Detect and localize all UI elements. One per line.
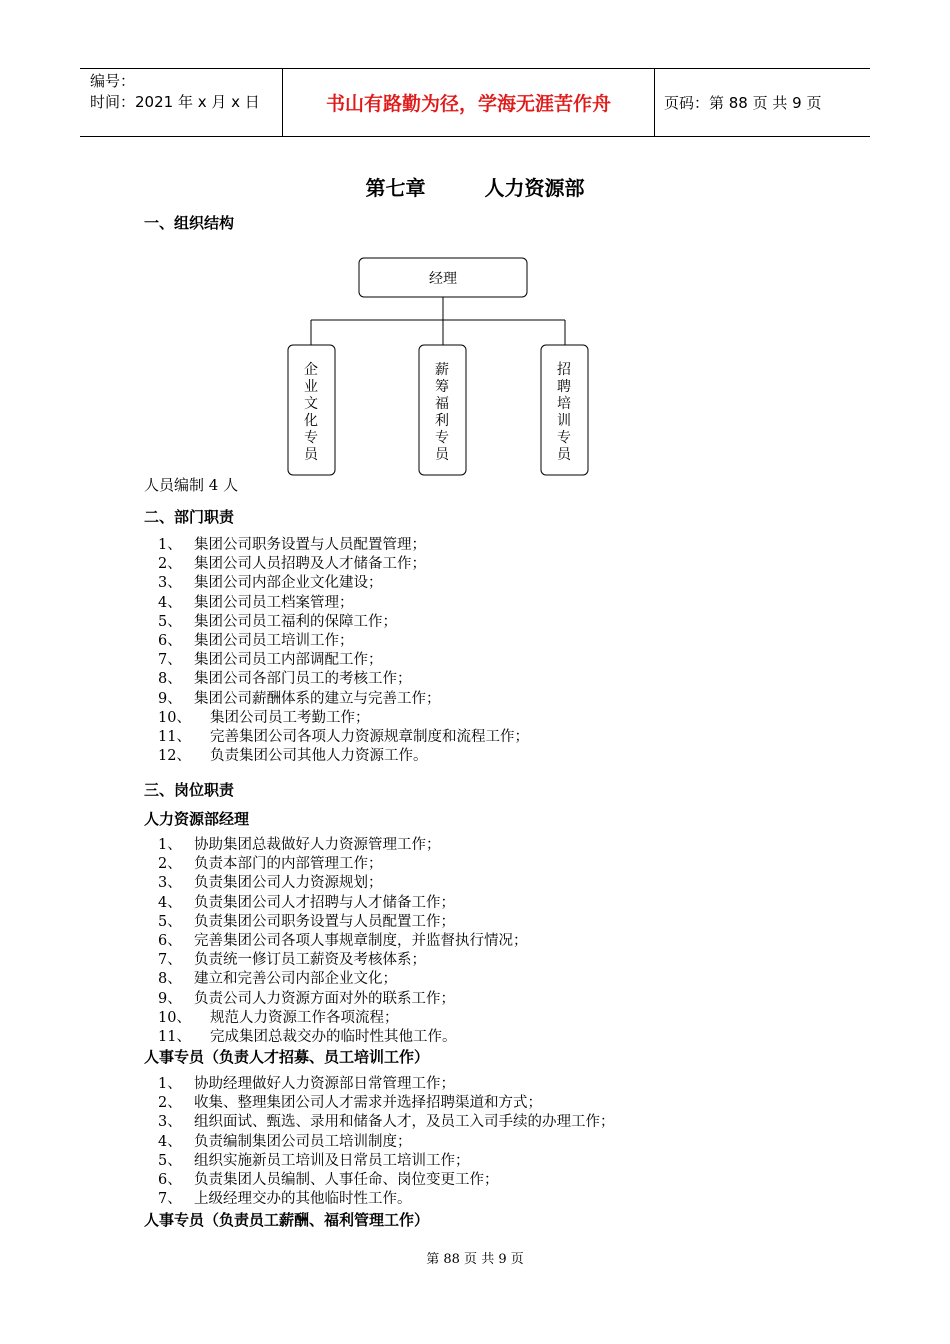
- header-page-info: 页码：第 88 页 共 9 页: [664, 94, 822, 112]
- list-item: 2、 负责本部门的内部管理工作；: [158, 856, 383, 873]
- list-item: 9、 负责公司人力资源方面对外的联系工作；: [158, 990, 455, 1007]
- list-item: 3、 组织面试、甄选、录用和储备人才，及员工入司手续的办理工作；: [158, 1114, 615, 1131]
- list-item: 6、 完善集团公司各项人事规章制度，并监督执行情况；: [158, 932, 528, 949]
- list-item: 4、 负责集团公司人才招聘与人才储备工作；: [158, 894, 455, 911]
- org-char: 专: [304, 430, 318, 446]
- list-item: 8、 集团公司各部门员工的考核工作；: [158, 671, 412, 688]
- org-char: 训: [557, 413, 571, 429]
- org-node-culture-label: [304, 362, 319, 463]
- department-duties-list: [158, 536, 529, 766]
- list-item: 11、 完成集团总裁交办的临时性其他工作。: [158, 1028, 457, 1045]
- list-item: 8、 建立和完善公司内部企业文化；: [158, 971, 397, 988]
- org-char: 招: [557, 362, 571, 378]
- list-item: 2、 集团公司人员招聘及人才储备工作；: [158, 556, 426, 573]
- manager-duties-list: [158, 836, 528, 1047]
- org-char: 薪: [435, 362, 449, 378]
- list-item: 7、 上级经理交办的其他临时性工作。: [158, 1191, 412, 1208]
- subheading-recruiter: 人事专员（负责人才招募、员工培训工作）: [144, 1048, 430, 1066]
- section-heading-roles: 三、岗位职责: [144, 781, 235, 799]
- list-item: 3、 负责集团公司人力资源规划；: [158, 875, 383, 892]
- list-item: 11、 完善集团公司各项人力资源规章制度和流程工作；: [158, 728, 529, 745]
- list-item: 6、 集团公司员工培训工作；: [158, 632, 354, 649]
- list-item: 1、 协助经理做好人力资源部日常管理工作；: [158, 1076, 455, 1092]
- subheading-manager: 人力资源部经理: [144, 810, 250, 828]
- list-item: 5、 集团公司员工福利的保障工作；: [158, 613, 397, 630]
- list-item: 10、 规范人力资源工作各项流程；: [158, 1009, 399, 1026]
- staffing-note: 人员编制 4 人: [144, 476, 239, 494]
- list-item: 2、 收集、整理集团公司人才需求并选择招聘渠道和方式；: [158, 1095, 542, 1112]
- org-char: 利: [435, 413, 449, 429]
- time-label: 时间：2021 年 x 月 x 日: [90, 93, 260, 111]
- subheading-payroll: 人事专员（负责员工薪酬、福利管理工作）: [144, 1211, 430, 1229]
- list-item: 4、 负责编制集团公司员工培训制度；: [158, 1133, 412, 1150]
- list-item: 5、 负责集团公司职务设置与人员配置工作；: [158, 913, 455, 930]
- org-char: 业: [304, 379, 318, 395]
- org-char: 专: [435, 430, 449, 446]
- org-node-manager-label: 经理: [429, 271, 457, 287]
- list-item: 9、 集团公司薪酬体系的建立与完善工作；: [158, 690, 441, 707]
- org-char: 文: [304, 396, 318, 412]
- list-item: 3、 集团公司内部企业文化建设；: [158, 575, 383, 592]
- number-label: 编号：: [90, 72, 136, 90]
- org-char: 培: [557, 396, 571, 412]
- list-item: 1、 协助集团总裁做好人力资源管理工作；: [158, 837, 441, 853]
- org-char: 专: [557, 430, 571, 446]
- org-char: 企: [304, 362, 318, 378]
- org-char: 员: [435, 447, 449, 463]
- org-char: 福: [435, 396, 449, 412]
- list-item: 5、 组织实施新员工培训及日常员工培训工作；: [158, 1152, 470, 1169]
- org-char: 聘: [557, 379, 571, 395]
- list-item: 1、 集团公司职务设置与人员配置管理；: [158, 537, 426, 553]
- org-char: 员: [557, 447, 571, 463]
- recruiter-duties-list: [158, 1075, 615, 1209]
- list-item: 4、 集团公司员工档案管理；: [158, 594, 354, 611]
- chapter-number: 第七章: [365, 176, 426, 200]
- list-item: 10、 集团公司员工考勤工作；: [158, 709, 370, 726]
- list-item: 7、 集团公司员工内部调配工作；: [158, 652, 383, 669]
- chapter-name: 人力资源部: [484, 176, 585, 200]
- page-footer: 第 88 页 共 9 页: [426, 1252, 524, 1267]
- org-char: 员: [304, 447, 318, 463]
- list-item: 7、 负责统一修订员工薪资及考核体系；: [158, 952, 426, 969]
- org-char: 化: [304, 413, 318, 429]
- org-chart: [0, 0, 950, 480]
- section-heading-org: 一、组织结构: [144, 214, 235, 232]
- list-item: 12、 负责集团公司其他人力资源工作。: [158, 748, 428, 765]
- org-char: 筹: [435, 379, 449, 395]
- header-motto: 书山有路勤为径，学海无涯苦作舟: [282, 69, 655, 136]
- section-heading-duties: 二、部门职责: [144, 508, 235, 526]
- list-item: 6、 负责集团人员编制、人事任命、岗位变更工作；: [158, 1171, 499, 1188]
